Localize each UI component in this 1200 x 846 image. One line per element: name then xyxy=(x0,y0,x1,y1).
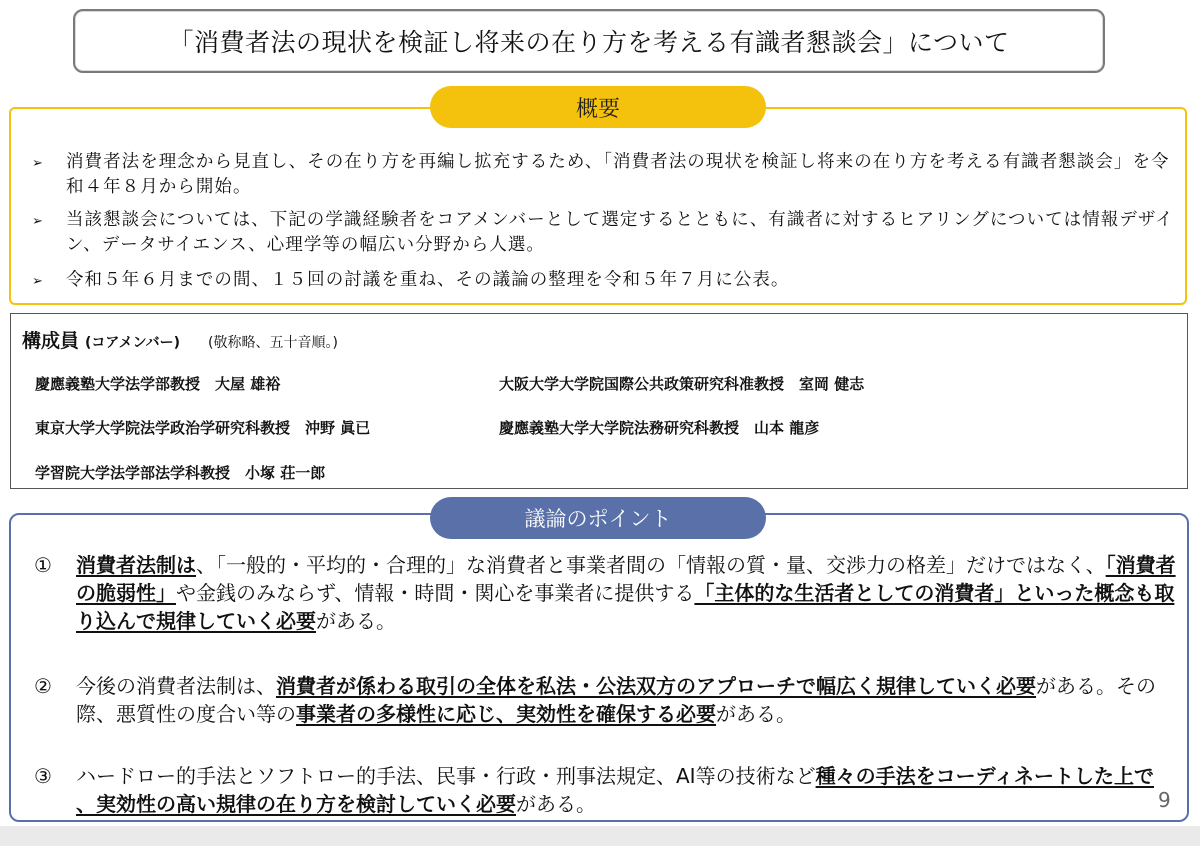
members-heading-note: (敬称略、五十音順。) xyxy=(208,335,338,351)
page-number: 9 xyxy=(1158,788,1171,812)
point-plain: がある。 xyxy=(716,702,796,726)
overview-label: 概要 xyxy=(430,86,766,128)
arrow-bullet-icon: ➢ xyxy=(32,274,43,289)
overview-bullet-text: 当該懇談会については、下記の学識経験者をコアメンバーとして選定するとともに、有識者に対するヒアリングについては情報デザイン、データサイエンス、心理学等の幅広い分野から人選。 xyxy=(66,210,1174,255)
discussion-point xyxy=(34,551,1176,635)
points-label: 議論のポイント xyxy=(430,497,766,539)
overview-bullet-text: 令和５年６月までの間、１５回の討議を重ね、その議論の整理を令和５年７月に公表。 xyxy=(66,270,790,290)
overview-bullet xyxy=(32,208,1181,258)
point-highlight: 消費者が係わる取引の全体を私法・公法双方のアプローチで幅広く規律していく必要 xyxy=(276,674,1036,698)
member-entry: 慶應義塾大学法学部教授 大屋 雄裕 xyxy=(35,375,281,393)
point-highlight: 事業者の多様性に応じ、実効性を確保する必要 xyxy=(296,702,716,726)
point-plain: がある。その際、悪質性の度合い等の xyxy=(76,674,1156,726)
point-plain: がある。 xyxy=(516,792,596,816)
point-highlight: 消費者法制は xyxy=(76,553,196,577)
point-plain: ハードロー的手法とソフトロー的手法、民事・行政・刑事法規定、AI等の技術など xyxy=(76,764,816,788)
point-number: ① xyxy=(34,553,52,577)
point-text xyxy=(76,672,1176,728)
member-entry: 大阪大学大学院国際公共政策研究科准教授 室岡 健志 xyxy=(499,375,865,393)
discussion-point xyxy=(34,672,1176,728)
discussion-point xyxy=(34,762,1176,818)
members-heading xyxy=(22,326,338,353)
overview-bullet xyxy=(32,268,1181,294)
point-plain: や金銭のみならず、情報・時間・関心を事業者に提供する xyxy=(176,581,695,605)
point-text xyxy=(76,762,1176,818)
point-text xyxy=(76,551,1176,635)
point-number: ③ xyxy=(34,764,52,788)
member-entry: 東京大学大学院法学政治学研究科教授 沖野 眞已 xyxy=(35,419,371,437)
point-plain: 、「一般的・平均的・合理的」な消費者と事業者間の「情報の質・量、交渉力の格差」だけではなく、 xyxy=(196,553,1106,577)
member-entry: 学習院大学法学部法学科教授 小塚 荘一郎 xyxy=(35,464,326,482)
members-heading-sub: (コアメンバー) xyxy=(85,335,180,351)
point-plain: がある。 xyxy=(316,609,396,633)
overview-bullet-text: 消費者法を理念から見直し、その在り方を再編し拡充するため、「消費者法の現状を検証し将来の在り方を考える有識者懇談会」を令和４年８月から開始。 xyxy=(66,152,1170,197)
point-number: ② xyxy=(34,674,52,698)
overview-bullet xyxy=(32,150,1181,200)
arrow-bullet-icon: ➢ xyxy=(32,214,43,229)
arrow-bullet-icon: ➢ xyxy=(32,156,43,171)
point-plain: 今後の消費者法制は、 xyxy=(76,674,276,698)
page-title: 「消費者法の現状を検証し将来の在り方を考える有識者懇談会」について xyxy=(73,9,1105,73)
point-highlight: 「消費者の脆弱性」 xyxy=(76,553,1176,605)
bottom-strip xyxy=(0,826,1200,846)
members-heading-title: 構成員 xyxy=(22,330,80,352)
member-entry: 慶應義塾大学大学院法務研究科教授 山本 龍彦 xyxy=(499,419,820,437)
point-highlight: 「主体的な生活者としての消費者」といった概念も取り込んで規律していく必要 xyxy=(76,581,1175,633)
point-highlight: 種々の手法をコーディネートした上で 、実効性の高い規律の在り方を検討していく必要 xyxy=(76,764,1154,816)
